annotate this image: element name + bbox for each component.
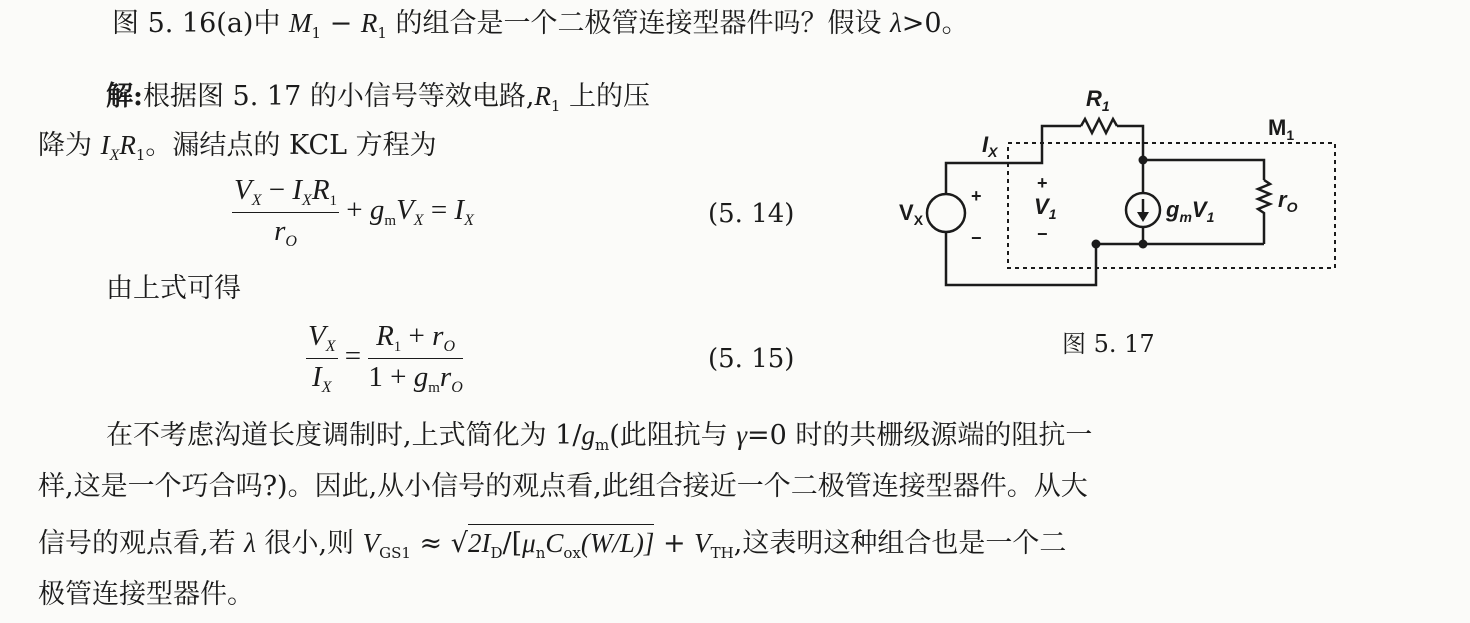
var-M: M xyxy=(289,8,312,38)
equation-number-5-15: (5. 15) xyxy=(708,344,795,374)
p3-plus: + xyxy=(654,528,695,559)
wire-left-top xyxy=(946,126,1081,194)
p3-text-a: 信号的观点看,若 xyxy=(38,528,245,559)
v1-label: $V_1$ xyxy=(1034,194,1057,222)
question-text-3: >0。 xyxy=(901,8,969,39)
ix-label: $I_X$ xyxy=(982,132,998,160)
eq2-rhs-plus: + xyxy=(401,320,433,352)
var-R1b: R xyxy=(119,130,136,160)
eq1-den-r-sub: O xyxy=(285,233,297,250)
node-bottom-mid xyxy=(1139,240,1148,249)
eq1-num-minus: − xyxy=(261,174,293,206)
eq2-rhs-r: r xyxy=(432,320,444,352)
p3-VTH: V xyxy=(694,528,711,558)
eq2-rhs-R-sub: 1 xyxy=(393,339,402,355)
paragraph-line-3 xyxy=(38,524,1066,570)
eq2-rhs-den-r: r xyxy=(439,361,452,393)
eq2-rhs-den-1: 1 + xyxy=(368,361,414,393)
eq1-equals: = xyxy=(423,194,455,227)
sub-R: 1 xyxy=(377,24,387,42)
solution-colon: : xyxy=(133,81,143,112)
eq2-rhs-numerator xyxy=(368,320,462,359)
minus-sign: − xyxy=(321,8,361,39)
eq1-V: V xyxy=(396,194,414,227)
eq1-V-sub: X xyxy=(413,212,424,230)
gm-label: $g_mV_1$ xyxy=(1166,197,1215,225)
r1-resistor xyxy=(1081,119,1117,133)
eq1-fraction xyxy=(232,174,339,251)
eq1-num-I: I xyxy=(292,174,303,206)
p1-text-a: 在不考虑沟道长度调制时,上式简化为 1/ xyxy=(106,420,582,451)
eq1-den-r: r xyxy=(274,215,286,247)
var-R1: R xyxy=(534,81,551,111)
sub-M: 1 xyxy=(311,24,322,42)
vx-label: $V_X$ xyxy=(899,200,924,228)
eq1-I-sub: X xyxy=(464,212,474,230)
eq1-num-R-sub: 1 xyxy=(329,193,338,209)
sqrt-body xyxy=(468,524,654,570)
equation-5-14 xyxy=(232,174,474,251)
p3-2I: 2I xyxy=(467,528,491,558)
paragraph-line-2: 样,这是一个巧合吗?)。因此,从小信号的观点看,此组合接近一个二极管连接型器件。从大 xyxy=(38,471,1088,502)
var-R: R xyxy=(360,8,378,38)
eq1-I: I xyxy=(454,194,465,227)
solution-text-1: 根据图 5. 17 的小信号等效电路, xyxy=(142,81,535,112)
question-line xyxy=(112,6,969,50)
ro-resistor xyxy=(1258,180,1270,244)
eq1-numerator xyxy=(232,174,339,213)
p3-C: C xyxy=(545,528,564,558)
eq2-rhs-den-g-sub: m xyxy=(428,380,440,396)
equation-5-15 xyxy=(306,320,463,397)
p3-C-sub: ox xyxy=(563,544,581,562)
solution-label: 解 xyxy=(106,81,133,112)
p3-ID-sub: D xyxy=(490,544,503,562)
p1-g-sub: m xyxy=(594,436,610,454)
sub-R1b: 1 xyxy=(135,146,146,164)
equation-number-5-14: (5. 14) xyxy=(708,199,795,229)
eq1-denominator xyxy=(232,213,339,251)
p3-WL: (W/L)] xyxy=(580,528,655,558)
solution-text-2-tail: 。漏结点的 KCL 方程为 xyxy=(145,130,437,161)
m1-label: $M_1$ xyxy=(1268,115,1295,143)
eq1-num-V: V xyxy=(234,174,252,206)
node-bottom-left xyxy=(1092,240,1101,249)
p3-mu-sub: n xyxy=(535,544,546,562)
question-text-1: 图 5. 16(a)中 xyxy=(112,8,290,39)
p3-V-sub: GS1 xyxy=(379,544,411,562)
p3-slash: /[ xyxy=(502,528,523,559)
sqrt-sign: √ xyxy=(450,528,468,559)
vx-minus: − xyxy=(971,228,982,248)
p3-lambda: λ xyxy=(244,528,256,558)
wire-ground-return xyxy=(946,232,1096,285)
eq1-num-V-sub: X xyxy=(251,192,262,209)
eq2-lhs-numerator xyxy=(306,320,338,359)
eq1-num-R: R xyxy=(311,174,330,206)
eq2-lhs-V-sub: X xyxy=(325,338,336,355)
eq2-lhs-I: I xyxy=(312,361,322,393)
p1-text-c: =0 时的共栅级源端的阻抗一 xyxy=(746,420,1093,451)
eq2-lhs-denominator xyxy=(306,359,338,397)
vx-plus: + xyxy=(971,186,982,206)
node-top xyxy=(1139,156,1148,165)
p1-g: g xyxy=(581,420,595,450)
p1-gamma: γ xyxy=(736,420,747,450)
paragraph-line-4: 极管连接型器件。 xyxy=(38,579,254,610)
eq2-rhs-fraction xyxy=(368,320,462,397)
eq2-lhs-fraction xyxy=(306,320,338,397)
var-Ix: I xyxy=(100,130,110,160)
p3-approx: ≈ xyxy=(410,528,451,559)
wire-top-rail xyxy=(1143,160,1264,180)
sub-R1: 1 xyxy=(550,97,561,115)
r1-label: $R_1$ xyxy=(1086,86,1110,114)
eq2-rhs-den-g: g xyxy=(413,361,429,393)
ro-label: $r_O$ xyxy=(1278,187,1298,215)
middle-text: 由上式可得 xyxy=(106,273,241,304)
p3-text-c: ,这表明这种组合也是一个二 xyxy=(733,528,1067,559)
eq2-equals: = xyxy=(337,340,369,373)
eq2-lhs-I-sub: X xyxy=(321,379,332,396)
p1-text-b: (此阻抗与 xyxy=(609,420,737,451)
v1-plus: + xyxy=(1037,173,1048,193)
p3-mu: μ xyxy=(522,528,536,558)
figure-caption: 图 5. 17 xyxy=(1062,330,1155,358)
p3-V: V xyxy=(362,528,380,558)
v1-minus: − xyxy=(1037,224,1048,244)
eq1-num-I-sub: X xyxy=(302,192,312,209)
eq1-g: g xyxy=(369,194,385,227)
paragraph-line-1 xyxy=(106,418,1092,462)
solution-text-2-pre: 降为 xyxy=(38,130,101,161)
eq2-rhs-R: R xyxy=(376,320,394,352)
eq1-g-sub: m xyxy=(384,213,397,230)
solution-line-1 xyxy=(106,79,650,123)
solution-line-2 xyxy=(38,128,437,173)
sub-Ix: X xyxy=(109,147,120,164)
solution-text-1-tail: 上的压 xyxy=(560,81,651,112)
eq1-plus: + xyxy=(339,194,370,227)
voltage-source-vx xyxy=(927,194,965,232)
eq2-rhs-den-r-sub: O xyxy=(451,379,463,396)
circuit-diagram xyxy=(899,72,1336,302)
question-text-2: 的组合是一个二极管连接型器件吗？假设 xyxy=(386,8,891,39)
eq2-lhs-V: V xyxy=(308,320,326,352)
var-lambda: λ xyxy=(890,8,902,38)
p3-text-b: 很小,则 xyxy=(255,528,363,559)
p3-VTH-sub: TH xyxy=(710,544,734,562)
eq2-rhs-denominator xyxy=(368,359,462,397)
eq2-rhs-r-sub: O xyxy=(443,338,456,355)
